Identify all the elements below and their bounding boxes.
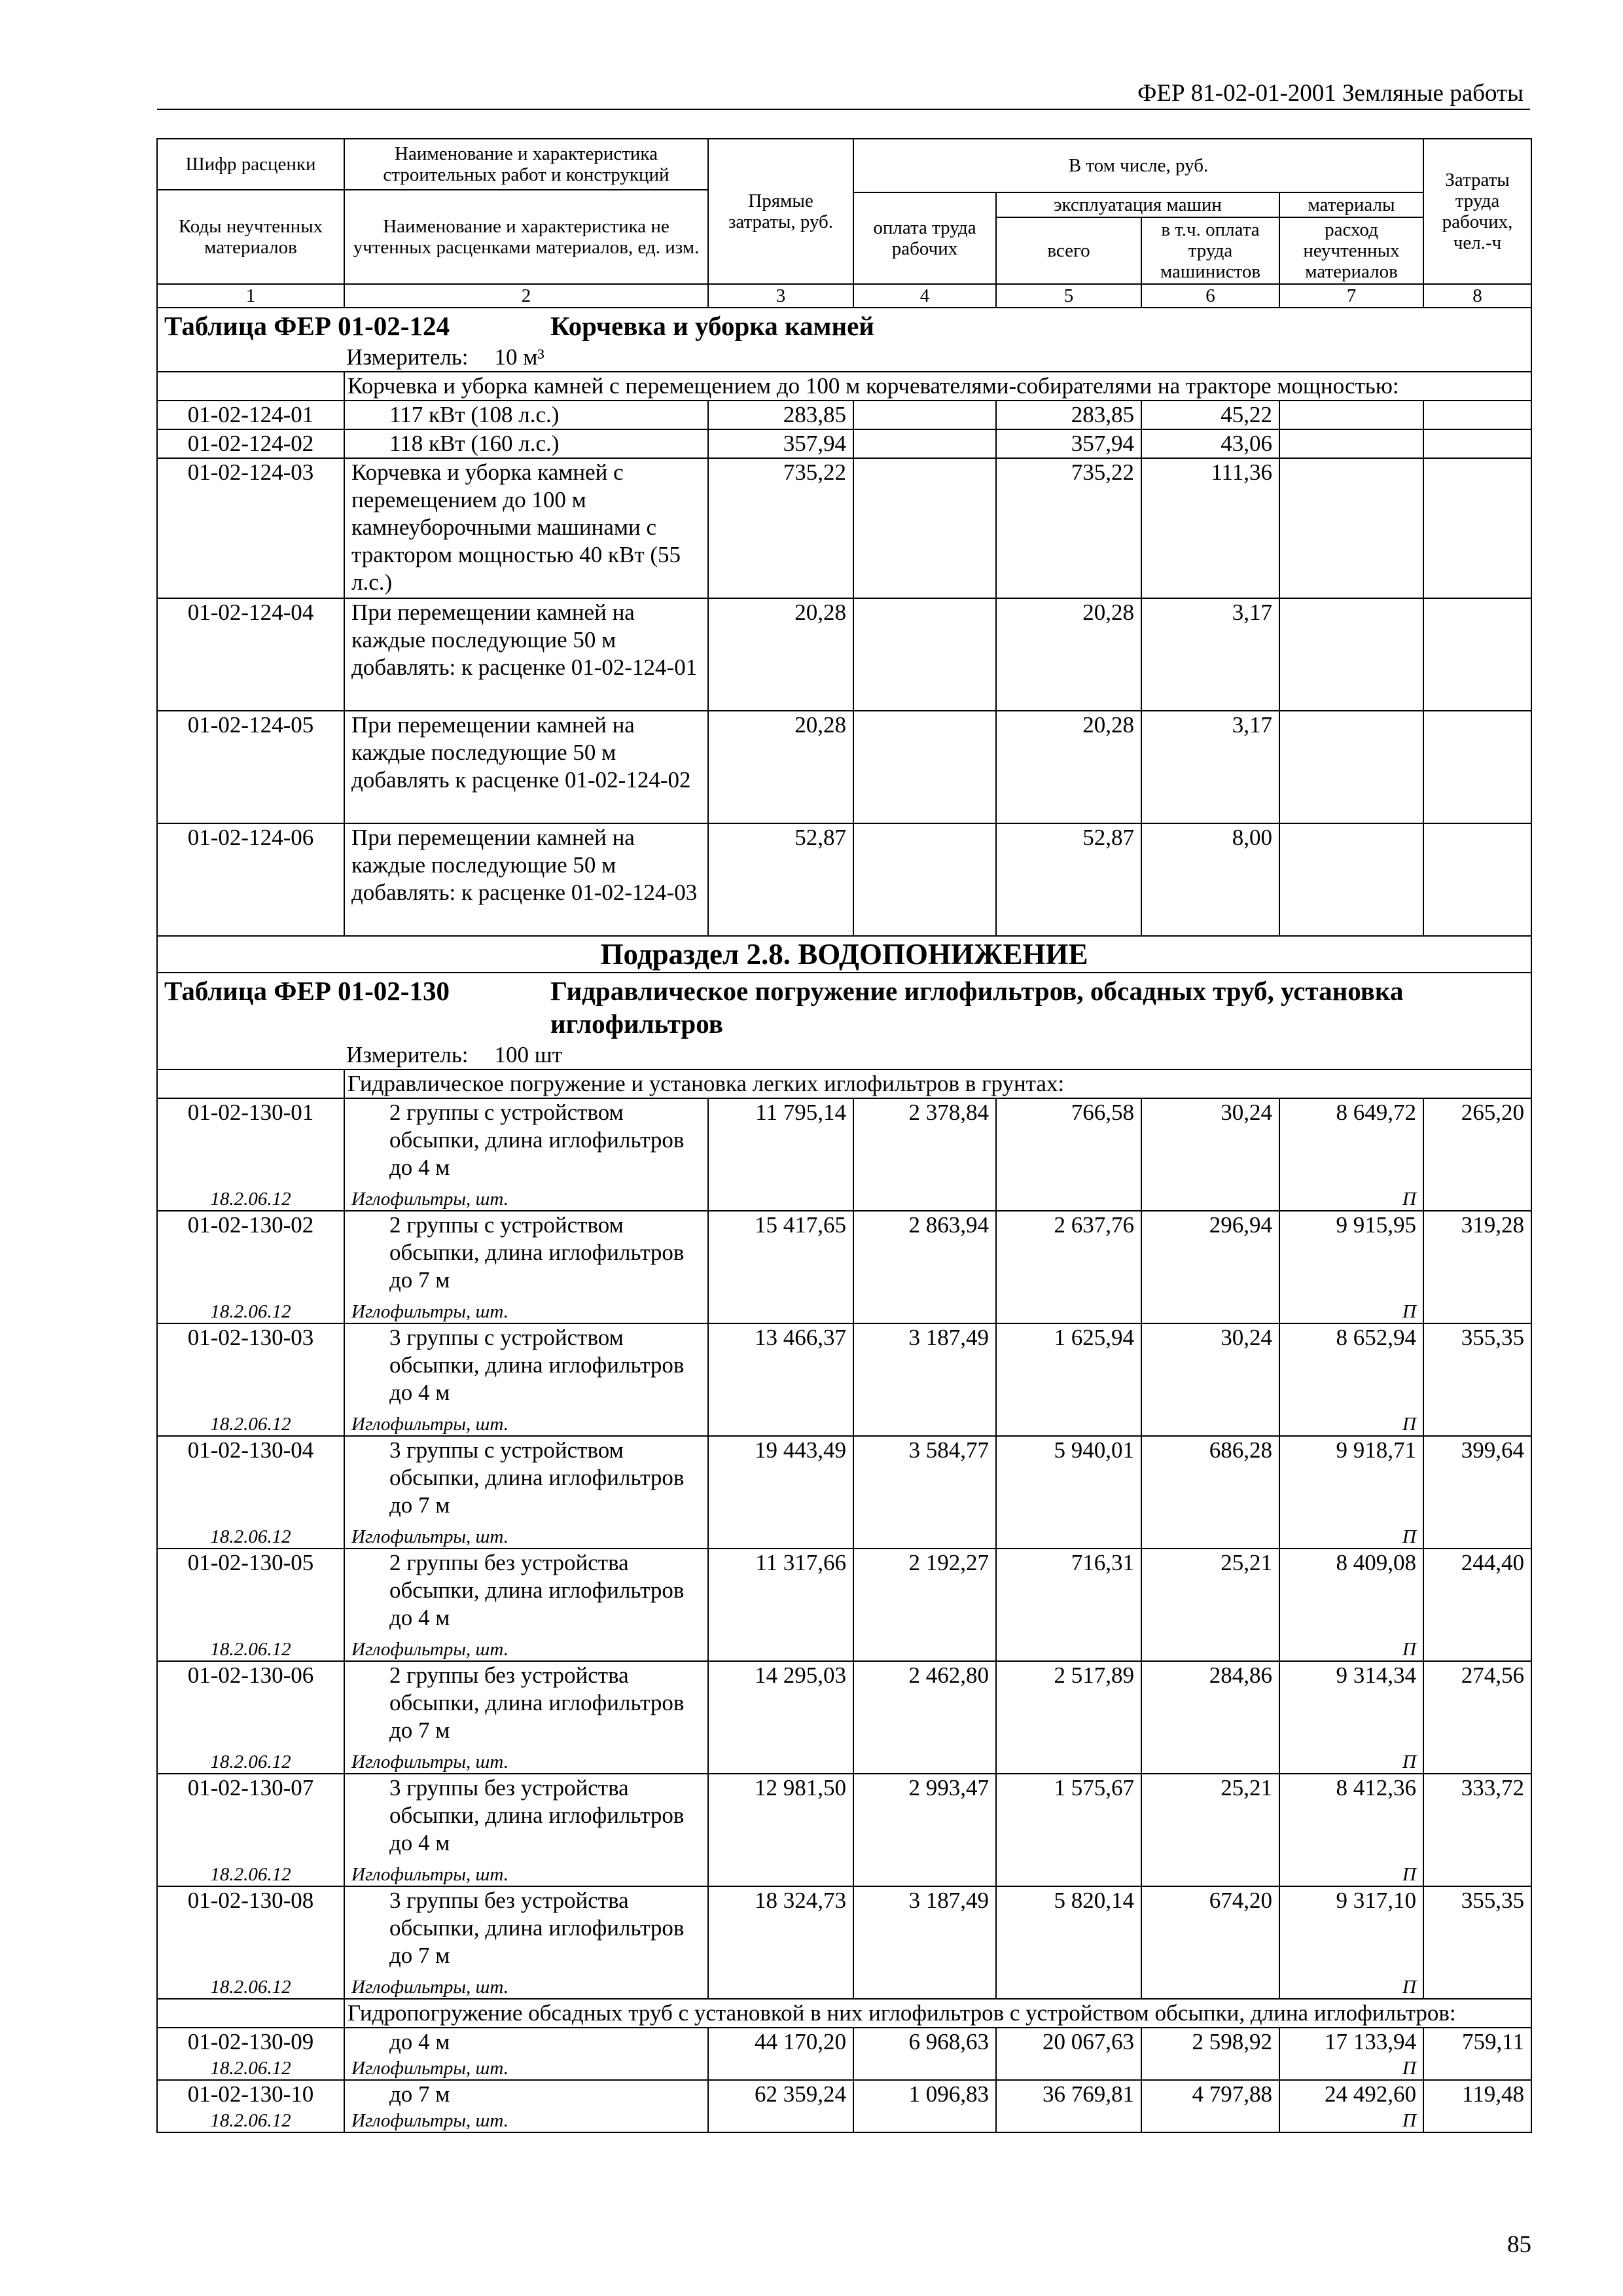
material-code: 18.2.06.12	[210, 1189, 291, 1210]
material-code: 18.2.06.12	[210, 1526, 291, 1547]
direct-cost: 11 317,66	[708, 1549, 853, 1661]
subsection-row	[157, 936, 1531, 973]
col-header-name: Наименование и характеристика строительных работ и конструкций	[344, 139, 708, 190]
col-number: 8	[1423, 284, 1531, 308]
labor-hours: 759,11	[1423, 2028, 1531, 2080]
materials-cost	[1279, 458, 1423, 598]
table-title-row	[157, 973, 1531, 1041]
rate-name	[344, 598, 708, 711]
machinists-cost: 8,00	[1141, 823, 1279, 936]
measure-label: Измеритель:	[346, 344, 469, 370]
machinists-cost: 296,94	[1141, 1211, 1279, 1323]
machines-cost: 1 625,94	[996, 1323, 1141, 1436]
machinists-cost: 686,28	[1141, 1436, 1279, 1549]
rate-code-cell	[157, 1549, 344, 1661]
labor-cost: 3 187,49	[853, 1886, 996, 1999]
rate-name	[344, 711, 708, 823]
col-number: 7	[1279, 284, 1423, 308]
labor-cost	[853, 711, 996, 823]
material-code: 18.2.06.12	[210, 2110, 291, 2131]
col-number: 5	[996, 284, 1141, 308]
measure-line	[157, 1041, 1531, 1069]
material-code: 18.2.06.12	[210, 1977, 291, 1998]
rate-name-cell	[344, 1774, 708, 1886]
labor-hours: 274,56	[1423, 1661, 1531, 1774]
materials-cell	[1279, 1211, 1423, 1323]
labor-hours	[1423, 429, 1531, 458]
empty-cell	[157, 1999, 344, 2028]
rate-name: до 4 м	[389, 2029, 450, 2054]
labor-cost: 1 096,83	[853, 2080, 996, 2132]
machinists-cost: 111,36	[1141, 458, 1279, 598]
group-description-row	[157, 1069, 1531, 1098]
measure-label: Измеритель:	[346, 1042, 469, 1067]
direct-cost: 13 466,37	[708, 1323, 853, 1436]
materials-cost: 9 915,95	[1336, 1212, 1416, 1238]
table-row	[157, 1549, 1531, 1661]
page-header	[157, 79, 1530, 110]
col-number: 2	[344, 284, 708, 308]
materials-cell	[1279, 1323, 1423, 1436]
group-description-row	[157, 372, 1531, 401]
machines-cost: 52,87	[996, 823, 1141, 936]
group-description: Гидропогружение обсадных труб с установкой в них иглофильтров с устройством обсыпки, длина иглофильтров:	[344, 1999, 1531, 2028]
material-name: Иглофильтры, шт.	[351, 1301, 508, 1322]
machines-cost: 20,28	[996, 711, 1141, 823]
labor-cost: 3 584,77	[853, 1436, 996, 1549]
rate-name-cell	[344, 1323, 708, 1436]
table-row	[157, 2080, 1531, 2132]
col-number: 4	[853, 284, 996, 308]
labor-cost	[853, 598, 996, 711]
rates-table	[156, 138, 1532, 2133]
rate-code-cell	[157, 1211, 344, 1323]
measure-value: 10 м³	[494, 344, 544, 370]
material-name: Иглофильтры, шт.	[351, 1526, 508, 1547]
page-number: 85	[1507, 2231, 1531, 2258]
direct-cost: 62 359,24	[708, 2080, 853, 2132]
material-name: Иглофильтры, шт.	[351, 1639, 508, 1660]
rate-name	[344, 823, 708, 936]
rate-name-text: 118 кВт (160 л.с.)	[389, 431, 560, 456]
materials-cost	[1279, 429, 1423, 458]
rate-name: 3 группы без устройства обсыпки, длина иглофильтров до 4 м	[389, 1775, 685, 1856]
materials-cell	[1279, 1098, 1423, 1211]
rate-code: 01-02-124-03	[157, 458, 344, 598]
labor-cost: 2 378,84	[853, 1098, 996, 1211]
rate-code: 01-02-124-06	[157, 823, 344, 936]
table-code: Таблица ФЕР 01-02-124	[164, 311, 450, 341]
measure-line	[157, 344, 1531, 372]
measure-row	[157, 344, 1531, 372]
material-unit: П	[1402, 1751, 1416, 1772]
materials-cell	[1279, 1661, 1423, 1774]
table-row	[157, 598, 1531, 711]
labor-cost: 2 192,27	[853, 1549, 996, 1661]
machinists-cost: 4 797,88	[1141, 2080, 1279, 2132]
direct-cost: 735,22	[708, 458, 853, 598]
labor-hours: 355,35	[1423, 1323, 1531, 1436]
machinists-cost: 25,21	[1141, 1774, 1279, 1886]
rate-code: 01-02-130-10	[187, 2081, 314, 2107]
machinists-cost: 3,17	[1141, 598, 1279, 711]
labor-hours	[1423, 823, 1531, 936]
materials-cost: 8 412,36	[1336, 1775, 1416, 1801]
material-unit: П	[1402, 2110, 1416, 2131]
machines-cost: 716,31	[996, 1549, 1141, 1661]
table-title	[157, 308, 1531, 344]
direct-cost: 20,28	[708, 598, 853, 711]
rate-code-cell	[157, 2028, 344, 2080]
rate-code-cell	[157, 1436, 344, 1549]
col-number: 6	[1141, 284, 1279, 308]
rate-code: 01-02-130-01	[187, 1100, 314, 1125]
table-row	[157, 1886, 1531, 1999]
material-unit: П	[1402, 1189, 1416, 1210]
rate-name: 2 группы с устройством обсыпки, длина иглофильтров до 7 м	[389, 1212, 685, 1293]
rate-name: 2 группы с устройством обсыпки, длина иглофильтров до 4 м	[389, 1100, 685, 1180]
labor-cost: 2 863,94	[853, 1211, 996, 1323]
rate-name-cell	[344, 1211, 708, 1323]
labor-hours: 265,20	[1423, 1098, 1531, 1211]
rate-name-cell	[344, 2028, 708, 2080]
group-description: Корчевка и уборка камней с перемещением до 100 м корчевателями-собирателями на тракторе мощностью:	[344, 372, 1531, 401]
labor-cost	[853, 823, 996, 936]
col-header-direct: Прямые затраты, руб.	[708, 139, 853, 284]
materials-cost: 8 649,72	[1336, 1100, 1416, 1125]
machines-cost: 20,28	[996, 598, 1141, 711]
labor-cost: 2 462,80	[853, 1661, 996, 1774]
material-name: Иглофильтры, шт.	[351, 2110, 508, 2131]
materials-cell	[1279, 2080, 1423, 2132]
rate-code: 01-02-130-08	[187, 1888, 314, 1913]
labor-cost	[853, 429, 996, 458]
machinists-cost: 25,21	[1141, 1549, 1279, 1661]
materials-cost: 8 409,08	[1336, 1550, 1416, 1575]
materials-cost: 17 133,94	[1325, 2029, 1416, 2054]
machinists-cost: 3,17	[1141, 711, 1279, 823]
direct-cost: 14 295,03	[708, 1661, 853, 1774]
col-header-material-names: Наименование и характеристика не учтенных расценками материалов, ед. изм.	[344, 190, 708, 284]
material-name: Иглофильтры, шт.	[351, 1864, 508, 1885]
rate-code: 01-02-130-06	[187, 1662, 314, 1688]
rates-table-container	[156, 138, 1531, 2133]
machinists-cost: 284,86	[1141, 1661, 1279, 1774]
machines-cost: 2 637,76	[996, 1211, 1141, 1323]
labor-hours: 244,40	[1423, 1549, 1531, 1661]
rate-code-cell	[157, 1774, 344, 1886]
rate-name-cell	[344, 1886, 708, 1999]
labor-hours	[1423, 598, 1531, 711]
rate-name: 3 группы с устройством обсыпки, длина иглофильтров до 7 м	[389, 1437, 685, 1518]
col-header-material-consumption: расход неучтенных материалов	[1279, 217, 1423, 284]
machines-cost: 5 940,01	[996, 1436, 1141, 1549]
col-header-machines-total: всего	[996, 217, 1141, 284]
rate-name-cell	[344, 1661, 708, 1774]
materials-cost	[1279, 711, 1423, 823]
machines-cost: 357,94	[996, 429, 1141, 458]
rate-name-text: 117 кВт (108 л.с.)	[389, 402, 560, 427]
labor-hours: 119,48	[1423, 2080, 1531, 2132]
machines-cost: 1 575,67	[996, 1774, 1141, 1886]
rate-name-cell	[344, 1549, 708, 1661]
machines-cost: 735,22	[996, 458, 1141, 598]
rate-name: 3 группы с устройством обсыпки, длина иглофильтров до 4 м	[389, 1325, 685, 1405]
table-row	[157, 1211, 1531, 1323]
materials-cost: 24 492,60	[1325, 2081, 1416, 2107]
rate-code: 01-02-130-03	[187, 1325, 314, 1350]
labor-cost	[853, 401, 996, 429]
table-row	[157, 458, 1531, 598]
labor-hours	[1423, 401, 1531, 429]
materials-cell	[1279, 1436, 1423, 1549]
col-header-machinists-labor: в т.ч. оплата труда машинистов	[1141, 217, 1279, 284]
labor-hours: 319,28	[1423, 1211, 1531, 1323]
col-header-material-codes: Коды неучтенных материалов	[157, 190, 344, 284]
measure-row	[157, 1041, 1531, 1069]
material-unit: П	[1402, 1414, 1416, 1435]
col-header-machines: эксплуатация машин	[996, 192, 1279, 217]
column-numbers-row	[157, 284, 1531, 308]
rate-name-cell	[344, 1098, 708, 1211]
rate-code-cell	[157, 2080, 344, 2132]
materials-cell	[1279, 2028, 1423, 2080]
materials-cell	[1279, 1549, 1423, 1661]
material-code: 18.2.06.12	[210, 1639, 291, 1660]
materials-cost	[1279, 823, 1423, 936]
rate-code: 01-02-124-05	[157, 711, 344, 823]
direct-cost: 12 981,50	[708, 1774, 853, 1886]
direct-cost: 19 443,49	[708, 1436, 853, 1549]
table-row	[157, 401, 1531, 429]
machinists-cost: 2 598,92	[1141, 2028, 1279, 2080]
machines-cost: 20 067,63	[996, 2028, 1141, 2080]
materials-cost: 9 918,71	[1336, 1437, 1416, 1463]
rate-name	[344, 458, 708, 598]
direct-cost: 11 795,14	[708, 1098, 853, 1211]
machinists-cost: 30,24	[1141, 1098, 1279, 1211]
materials-cost: 9 314,34	[1336, 1662, 1416, 1688]
table-row	[157, 711, 1531, 823]
machines-cost: 766,58	[996, 1098, 1141, 1211]
labor-hours: 355,35	[1423, 1886, 1531, 1999]
table-row	[157, 429, 1531, 458]
machines-cost: 2 517,89	[996, 1661, 1141, 1774]
material-unit: П	[1402, 1977, 1416, 1998]
material-name: Иглофильтры, шт.	[351, 1977, 508, 1998]
direct-cost: 283,85	[708, 401, 853, 429]
rate-name-text: При перемещении камней на каждые последующие 50 м добавлять к расценке 01-02-124-02	[351, 712, 691, 793]
machinists-cost: 43,06	[1141, 429, 1279, 458]
document-title: ФЕР 81-02-01-2001 Земляные работы	[1137, 80, 1524, 107]
material-unit: П	[1402, 1301, 1416, 1322]
rate-code-cell	[157, 1098, 344, 1211]
labor-cost: 6 968,63	[853, 2028, 996, 2080]
direct-cost: 44 170,20	[708, 2028, 853, 2080]
machinists-cost: 30,24	[1141, 1323, 1279, 1436]
table-name: Гидравлическое погружение иглофильтров, обсадных труб, установка иглофильтров	[550, 976, 1404, 1039]
group-description-row	[157, 1999, 1531, 2028]
table-code: Таблица ФЕР 01-02-130	[164, 976, 450, 1006]
material-name: Иглофильтры, шт.	[351, 2058, 508, 2079]
col-header-materials: материалы	[1279, 192, 1423, 217]
rate-name-text: При перемещении камней на каждые последующие 50 м добавлять: к расценке 01-02-124-03	[351, 825, 698, 905]
machines-cost: 283,85	[996, 401, 1141, 429]
material-name: Иглофильтры, шт.	[351, 1189, 508, 1210]
labor-cost: 2 993,47	[853, 1774, 996, 1886]
labor-cost: 3 187,49	[853, 1323, 996, 1436]
rate-name	[344, 401, 708, 429]
col-header-labor: оплата труда рабочих	[853, 192, 996, 284]
rate-name: до 7 м	[389, 2081, 450, 2107]
empty-cell	[157, 1069, 344, 1098]
subsection-title: Подраздел 2.8. ВОДОПОНИЖЕНИЕ	[157, 936, 1531, 973]
col-header-including: В том числе, руб.	[853, 139, 1423, 192]
rate-code: 01-02-130-02	[187, 1212, 314, 1238]
table-name: Корчевка и уборка камней	[550, 311, 874, 341]
table-row	[157, 1661, 1531, 1774]
material-unit: П	[1402, 2058, 1416, 2079]
machinists-cost: 45,22	[1141, 401, 1279, 429]
table-row	[157, 2028, 1531, 2080]
machines-cost: 36 769,81	[996, 2080, 1141, 2132]
direct-cost: 52,87	[708, 823, 853, 936]
rates-table-body	[157, 139, 1531, 2132]
rate-name-text: При перемещении камней на каждые последующие 50 м добавлять: к расценке 01-02-124-01	[351, 600, 698, 680]
material-code: 18.2.06.12	[210, 1751, 291, 1772]
rate-name-cell	[344, 1436, 708, 1549]
materials-cell	[1279, 1886, 1423, 1999]
table-row	[157, 1774, 1531, 1886]
rate-name-text: Корчевка и уборка камней с перемещением до 100 м камнеуборочными машинами с трактором мощностью 40 кВт (55 л.с.)	[351, 459, 681, 595]
col-number: 1	[157, 284, 344, 308]
materials-cost: 9 317,10	[1336, 1888, 1416, 1913]
rate-code: 01-02-124-02	[157, 429, 344, 458]
materials-cost	[1279, 401, 1423, 429]
labor-cost	[853, 458, 996, 598]
rate-code-cell	[157, 1886, 344, 1999]
labor-hours: 333,72	[1423, 1774, 1531, 1886]
material-unit: П	[1402, 1864, 1416, 1885]
material-code: 18.2.06.12	[210, 1864, 291, 1885]
table-row	[157, 823, 1531, 936]
table-row	[157, 1098, 1531, 1211]
rate-name: 2 группы без устройства обсыпки, длина иглофильтров до 7 м	[389, 1662, 685, 1743]
labor-hours	[1423, 711, 1531, 823]
machinists-cost: 674,20	[1141, 1886, 1279, 1999]
rate-name-cell	[344, 2080, 708, 2132]
direct-cost: 20,28	[708, 711, 853, 823]
group-description: Гидравлическое погружение и установка легких иглофильтров в грунтах:	[344, 1069, 1531, 1098]
materials-cell	[1279, 1774, 1423, 1886]
material-code: 18.2.06.12	[210, 1301, 291, 1322]
table-row	[157, 1323, 1531, 1436]
rate-code-cell	[157, 1661, 344, 1774]
material-name: Иглофильтры, шт.	[351, 1414, 508, 1435]
table-title	[157, 973, 1531, 1041]
labor-hours	[1423, 458, 1531, 598]
labor-hours: 399,64	[1423, 1436, 1531, 1549]
material-name: Иглофильтры, шт.	[351, 1751, 508, 1772]
table-row	[157, 1436, 1531, 1549]
col-header-labor-hours: Затраты труда рабочих, чел.-ч	[1423, 139, 1531, 284]
rate-code: 01-02-130-04	[187, 1437, 314, 1463]
materials-cost: 8 652,94	[1336, 1325, 1416, 1350]
material-code: 18.2.06.12	[210, 2058, 291, 2079]
rate-code-cell	[157, 1323, 344, 1436]
rate-name	[344, 429, 708, 458]
measure-value: 100 шт	[494, 1042, 563, 1067]
rate-code: 01-02-124-04	[157, 598, 344, 711]
direct-cost: 18 324,73	[708, 1886, 853, 1999]
rate-name: 3 группы без устройства обсыпки, длина иглофильтров до 7 м	[389, 1888, 685, 1968]
rate-code: 01-02-130-05	[187, 1550, 314, 1575]
empty-cell	[157, 372, 344, 401]
materials-cost	[1279, 598, 1423, 711]
col-number: 3	[708, 284, 853, 308]
direct-cost: 15 417,65	[708, 1211, 853, 1323]
col-header-code: Шифр расценки	[157, 139, 344, 190]
machines-cost: 5 820,14	[996, 1886, 1141, 1999]
direct-cost: 357,94	[708, 429, 853, 458]
material-unit: П	[1402, 1526, 1416, 1547]
table-title-row	[157, 308, 1531, 344]
rate-code: 01-02-130-07	[187, 1775, 314, 1801]
rate-code: 01-02-124-01	[157, 401, 344, 429]
material-code: 18.2.06.12	[210, 1414, 291, 1435]
material-unit: П	[1402, 1639, 1416, 1660]
rate-code: 01-02-130-09	[187, 2029, 314, 2054]
rate-name: 2 группы без устройства обсыпки, длина иглофильтров до 4 м	[389, 1550, 685, 1630]
